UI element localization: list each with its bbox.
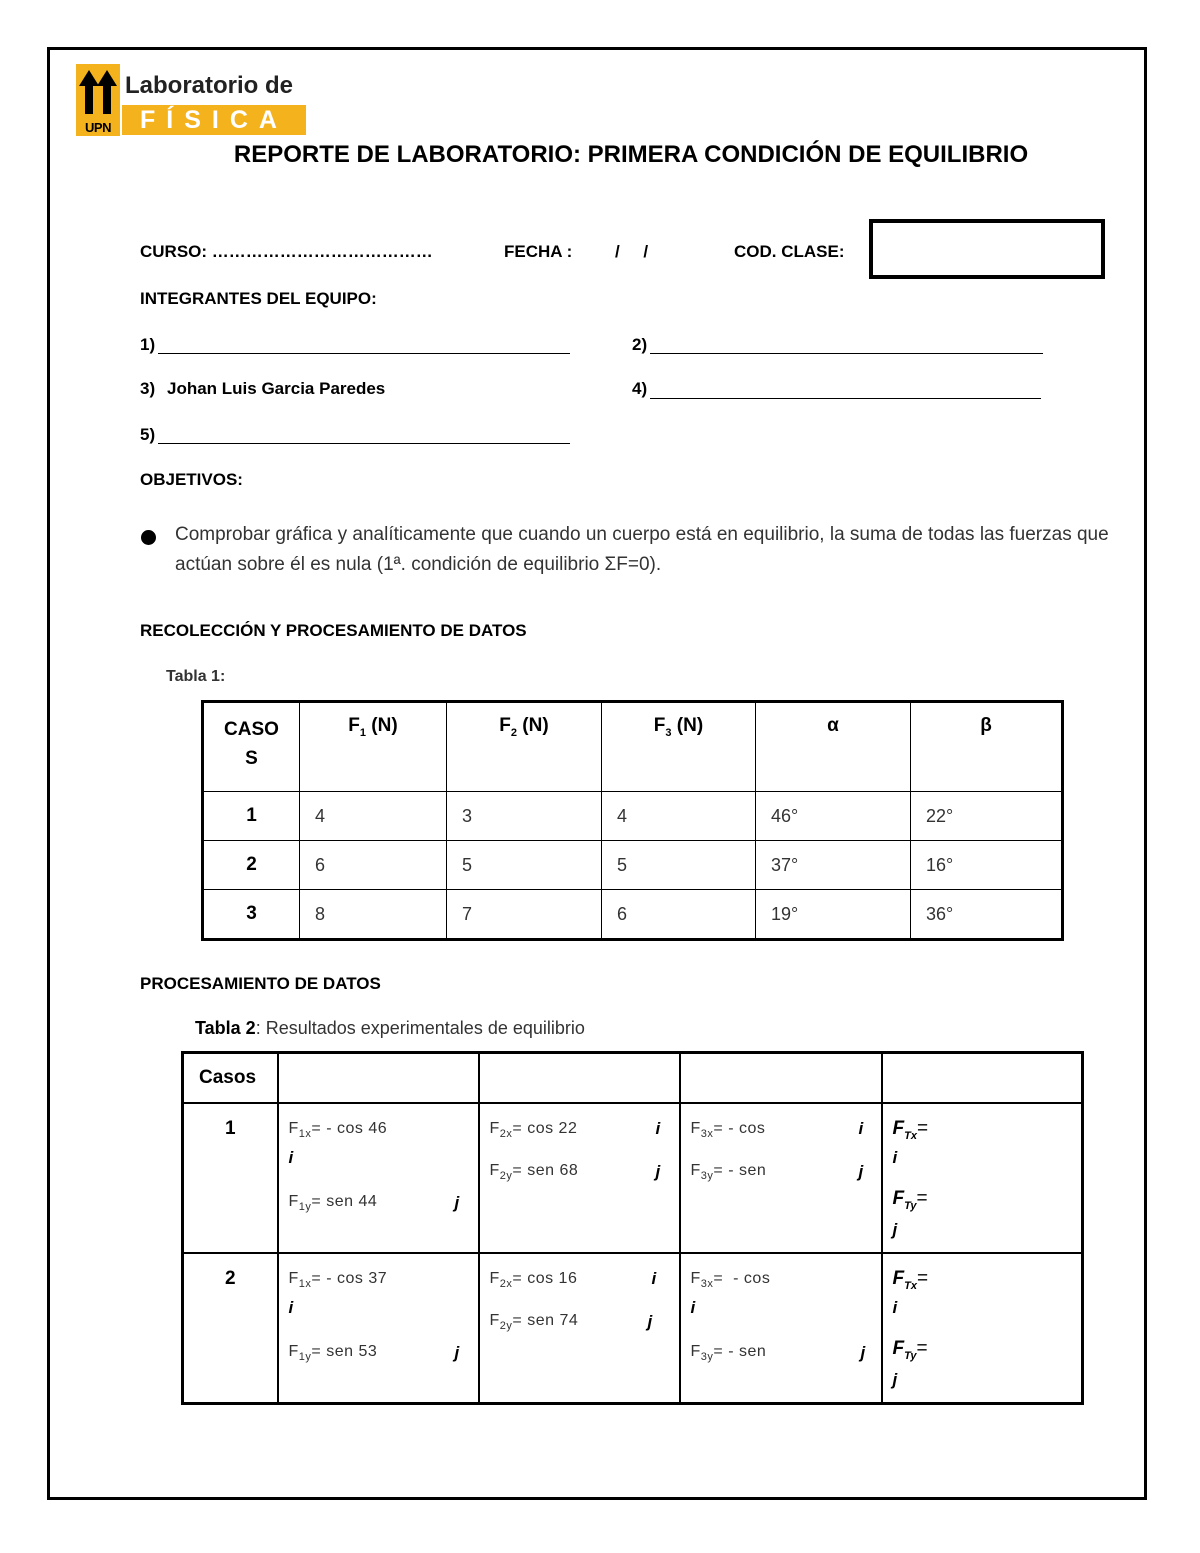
logo-upn-text: UPN bbox=[85, 120, 111, 135]
member-1-field[interactable] bbox=[158, 353, 570, 354]
cell-alpha: 19° bbox=[756, 890, 911, 940]
th-empty-4 bbox=[882, 1053, 1083, 1104]
cell-f1: 6 bbox=[300, 841, 447, 890]
member-3-label: 3) bbox=[140, 379, 156, 398]
cod-clase-label: COD. CLASE: bbox=[734, 242, 845, 261]
cell-caso: 3 bbox=[203, 890, 300, 940]
cell-total-components[interactable]: $F_{Tx}=$ i $F_{Ty}=$ j bbox=[882, 1253, 1083, 1404]
cell-f3-components[interactable]: $F_{3x}= - \cos$ i $F_{3y}=$ - sen j bbox=[680, 1253, 882, 1404]
unit-j: j bbox=[892, 1220, 898, 1239]
unit-i: i bbox=[651, 1269, 657, 1288]
logo-title-line2: FÍSICA bbox=[140, 106, 288, 134]
cell-caso: 2 bbox=[203, 841, 300, 890]
member-5-label: 5) bbox=[140, 425, 156, 444]
unit-i: i bbox=[892, 1298, 898, 1317]
member-4-field[interactable] bbox=[650, 398, 1041, 399]
unit-j: j bbox=[454, 1193, 460, 1212]
unit-i: i bbox=[288, 1148, 294, 1167]
cell-alpha: 37° bbox=[756, 841, 911, 890]
th-empty-1 bbox=[278, 1053, 479, 1104]
section-recoleccion: RECOLECCIÓN Y PROCESAMIENTO DE DATOS bbox=[140, 621, 527, 640]
objective-item: Comprobar gráfica y analíticamente que cuando un cuerpo está en equilibrio, la suma de todas las fuerzas que actúan sobre él es nula (1ª. condición de equilibrio ΣF=0). bbox=[175, 524, 1109, 575]
bullet-icon bbox=[141, 530, 156, 545]
cell-f1-components[interactable]: $F_{1x}= - \cos 37$ i $F_{1y}=$ sen 53 j bbox=[278, 1253, 479, 1404]
unit-i: i bbox=[858, 1119, 864, 1138]
th-beta: β bbox=[911, 702, 1063, 792]
objectives-label: OBJETIVOS: bbox=[140, 470, 243, 489]
unit-j: j bbox=[647, 1312, 653, 1331]
table2-header-row bbox=[183, 1053, 1083, 1104]
cell-beta: 22° bbox=[911, 792, 1063, 841]
cell-f3-components[interactable]: $F_{3x}= - \cos$ i $F_{3y}=$ - sen j bbox=[680, 1103, 882, 1253]
table-2 bbox=[181, 1051, 1084, 1405]
cell-caso: 1 bbox=[203, 792, 300, 841]
upn-logo-icon bbox=[76, 64, 120, 136]
unit-j: j bbox=[860, 1343, 866, 1362]
fecha-field[interactable]: / / bbox=[615, 242, 649, 261]
section-procesamiento: PROCESAMIENTO DE DATOS bbox=[140, 974, 381, 993]
unit-i: i bbox=[690, 1298, 696, 1317]
th-alpha: α bbox=[756, 702, 911, 792]
th-empty-3 bbox=[680, 1053, 882, 1104]
th-f3: $F_3$ (N) bbox=[602, 702, 756, 792]
unit-i: i bbox=[288, 1298, 294, 1317]
th-f1: $F_1$ (N) bbox=[300, 702, 447, 792]
unit-j: j bbox=[858, 1162, 864, 1181]
member-4-label: 4) bbox=[632, 379, 648, 398]
table-row bbox=[203, 841, 1063, 890]
unit-i: i bbox=[892, 1148, 898, 1167]
cell-f1-components[interactable]: $F_{1x}= - \cos 46$ i $F_{1y}=$ sen 44 j bbox=[278, 1103, 479, 1253]
table-row bbox=[203, 890, 1063, 940]
cell-f2: 7 bbox=[447, 890, 602, 940]
page-title: REPORTE DE LABORATORIO: PRIMERA CONDICIÓN DE EQUILIBRIO bbox=[233, 141, 1029, 168]
th-casos: CASO S bbox=[203, 702, 300, 792]
cell-f2-components[interactable]: $F_{2x}= \cos 22$ i $F_{2y}=$ sen 68 j bbox=[479, 1103, 680, 1253]
curso-label: CURSO: ………………………………… bbox=[140, 242, 433, 261]
th-f2: $F_2$ (N) bbox=[447, 702, 602, 792]
member-5-field[interactable] bbox=[158, 443, 570, 444]
member-3-name: Johan Luis Garcia Paredes bbox=[167, 379, 386, 398]
table-row bbox=[203, 792, 1063, 841]
table-row bbox=[183, 1103, 1083, 1253]
table1-header-row bbox=[203, 702, 1063, 792]
cell-f3: 5 bbox=[602, 841, 756, 890]
unit-j: j bbox=[655, 1162, 661, 1181]
cell-total-components[interactable]: $F_{Tx}=$ i $F_{Ty}=$ j bbox=[882, 1103, 1083, 1253]
table2-caption: Tabla 2: Resultados experimentales de equilibrio bbox=[195, 1018, 585, 1038]
table-1 bbox=[201, 700, 1064, 941]
table-row bbox=[183, 1253, 1083, 1404]
cell-caso: 1 bbox=[183, 1103, 278, 1253]
table1-caption: Tabla 1: bbox=[166, 668, 226, 685]
cell-f2-components[interactable]: $F_{2x}= \cos 16$ i $F_{2y}=$ sen 74 j bbox=[479, 1253, 680, 1404]
th-empty-2 bbox=[479, 1053, 680, 1104]
cell-f1: 4 bbox=[300, 792, 447, 841]
team-label: INTEGRANTES DEL EQUIPO: bbox=[140, 289, 377, 308]
cell-beta: 16° bbox=[911, 841, 1063, 890]
unit-i: i bbox=[655, 1119, 661, 1138]
cod-clase-box[interactable] bbox=[869, 219, 1105, 279]
unit-j: j bbox=[892, 1370, 898, 1389]
member-2-label: 2) bbox=[632, 335, 648, 354]
member-2-field[interactable] bbox=[650, 353, 1043, 354]
cell-f2: 5 bbox=[447, 841, 602, 890]
unit-j: j bbox=[454, 1343, 460, 1362]
th-casos: Casos bbox=[183, 1053, 278, 1104]
cell-beta: 36° bbox=[911, 890, 1063, 940]
logo-title-line1: Laboratorio de bbox=[125, 72, 294, 99]
member-1-label: 1) bbox=[140, 335, 156, 354]
fecha-label: FECHA : bbox=[504, 242, 573, 261]
cell-f3: 6 bbox=[602, 890, 756, 940]
cell-caso: 2 bbox=[183, 1253, 278, 1404]
cell-alpha: 46° bbox=[756, 792, 911, 841]
arrow-logo-icon bbox=[76, 64, 120, 120]
cell-f1: 8 bbox=[300, 890, 447, 940]
cell-f2: 3 bbox=[447, 792, 602, 841]
cell-f3: 4 bbox=[602, 792, 756, 841]
